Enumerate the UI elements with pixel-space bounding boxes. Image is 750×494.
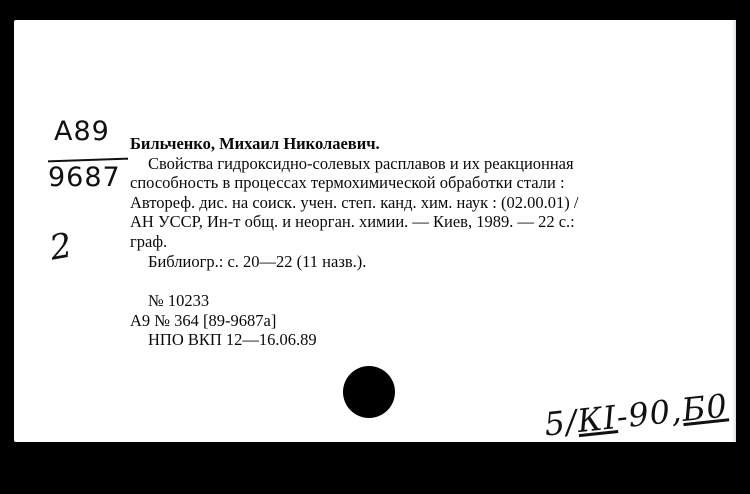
shelf-mark-bottom: 9687 (48, 162, 121, 193)
title-line-5: граф. (130, 231, 168, 251)
author-heading: Бильченко, Михаил Николаевич. (130, 134, 380, 153)
record-number: № 10233 (148, 291, 210, 311)
title-line-3: Автореф. дис. на соиск. учен. степ. канд. хим. наук : (02.00.01) / (130, 192, 579, 212)
shelf-mark-top: А89 (54, 116, 110, 147)
title-block (130, 154, 710, 174)
call-number: А9 № 364 [89-9687а] (130, 310, 277, 330)
signature-part-2: КI (575, 398, 619, 441)
handwritten-mark: 2 (46, 225, 75, 269)
handwritten-signature (543, 386, 730, 443)
signature-part-1: 5/ (542, 402, 580, 444)
punch-hole (343, 366, 395, 418)
card-text (130, 134, 710, 350)
agency-line: НПО ВКП 12—16.06.89 (148, 330, 317, 350)
signature-part-4: Б0 (680, 386, 730, 430)
title-line-1: Свойства гидроксидно-солевых расплавов и их реакционная (148, 153, 574, 173)
title-line-2: способность в процессах термохимической обработки стали : (130, 173, 565, 193)
title-line-4: АН УССР, Ин-т общ. и неорган. химии. — Киев, 1989. — 22 с.: (130, 212, 575, 232)
signature-part-3: -90, (614, 391, 684, 436)
bibliography-note: Библиогр.: с. 20—22 (11 назв.). (148, 251, 367, 271)
